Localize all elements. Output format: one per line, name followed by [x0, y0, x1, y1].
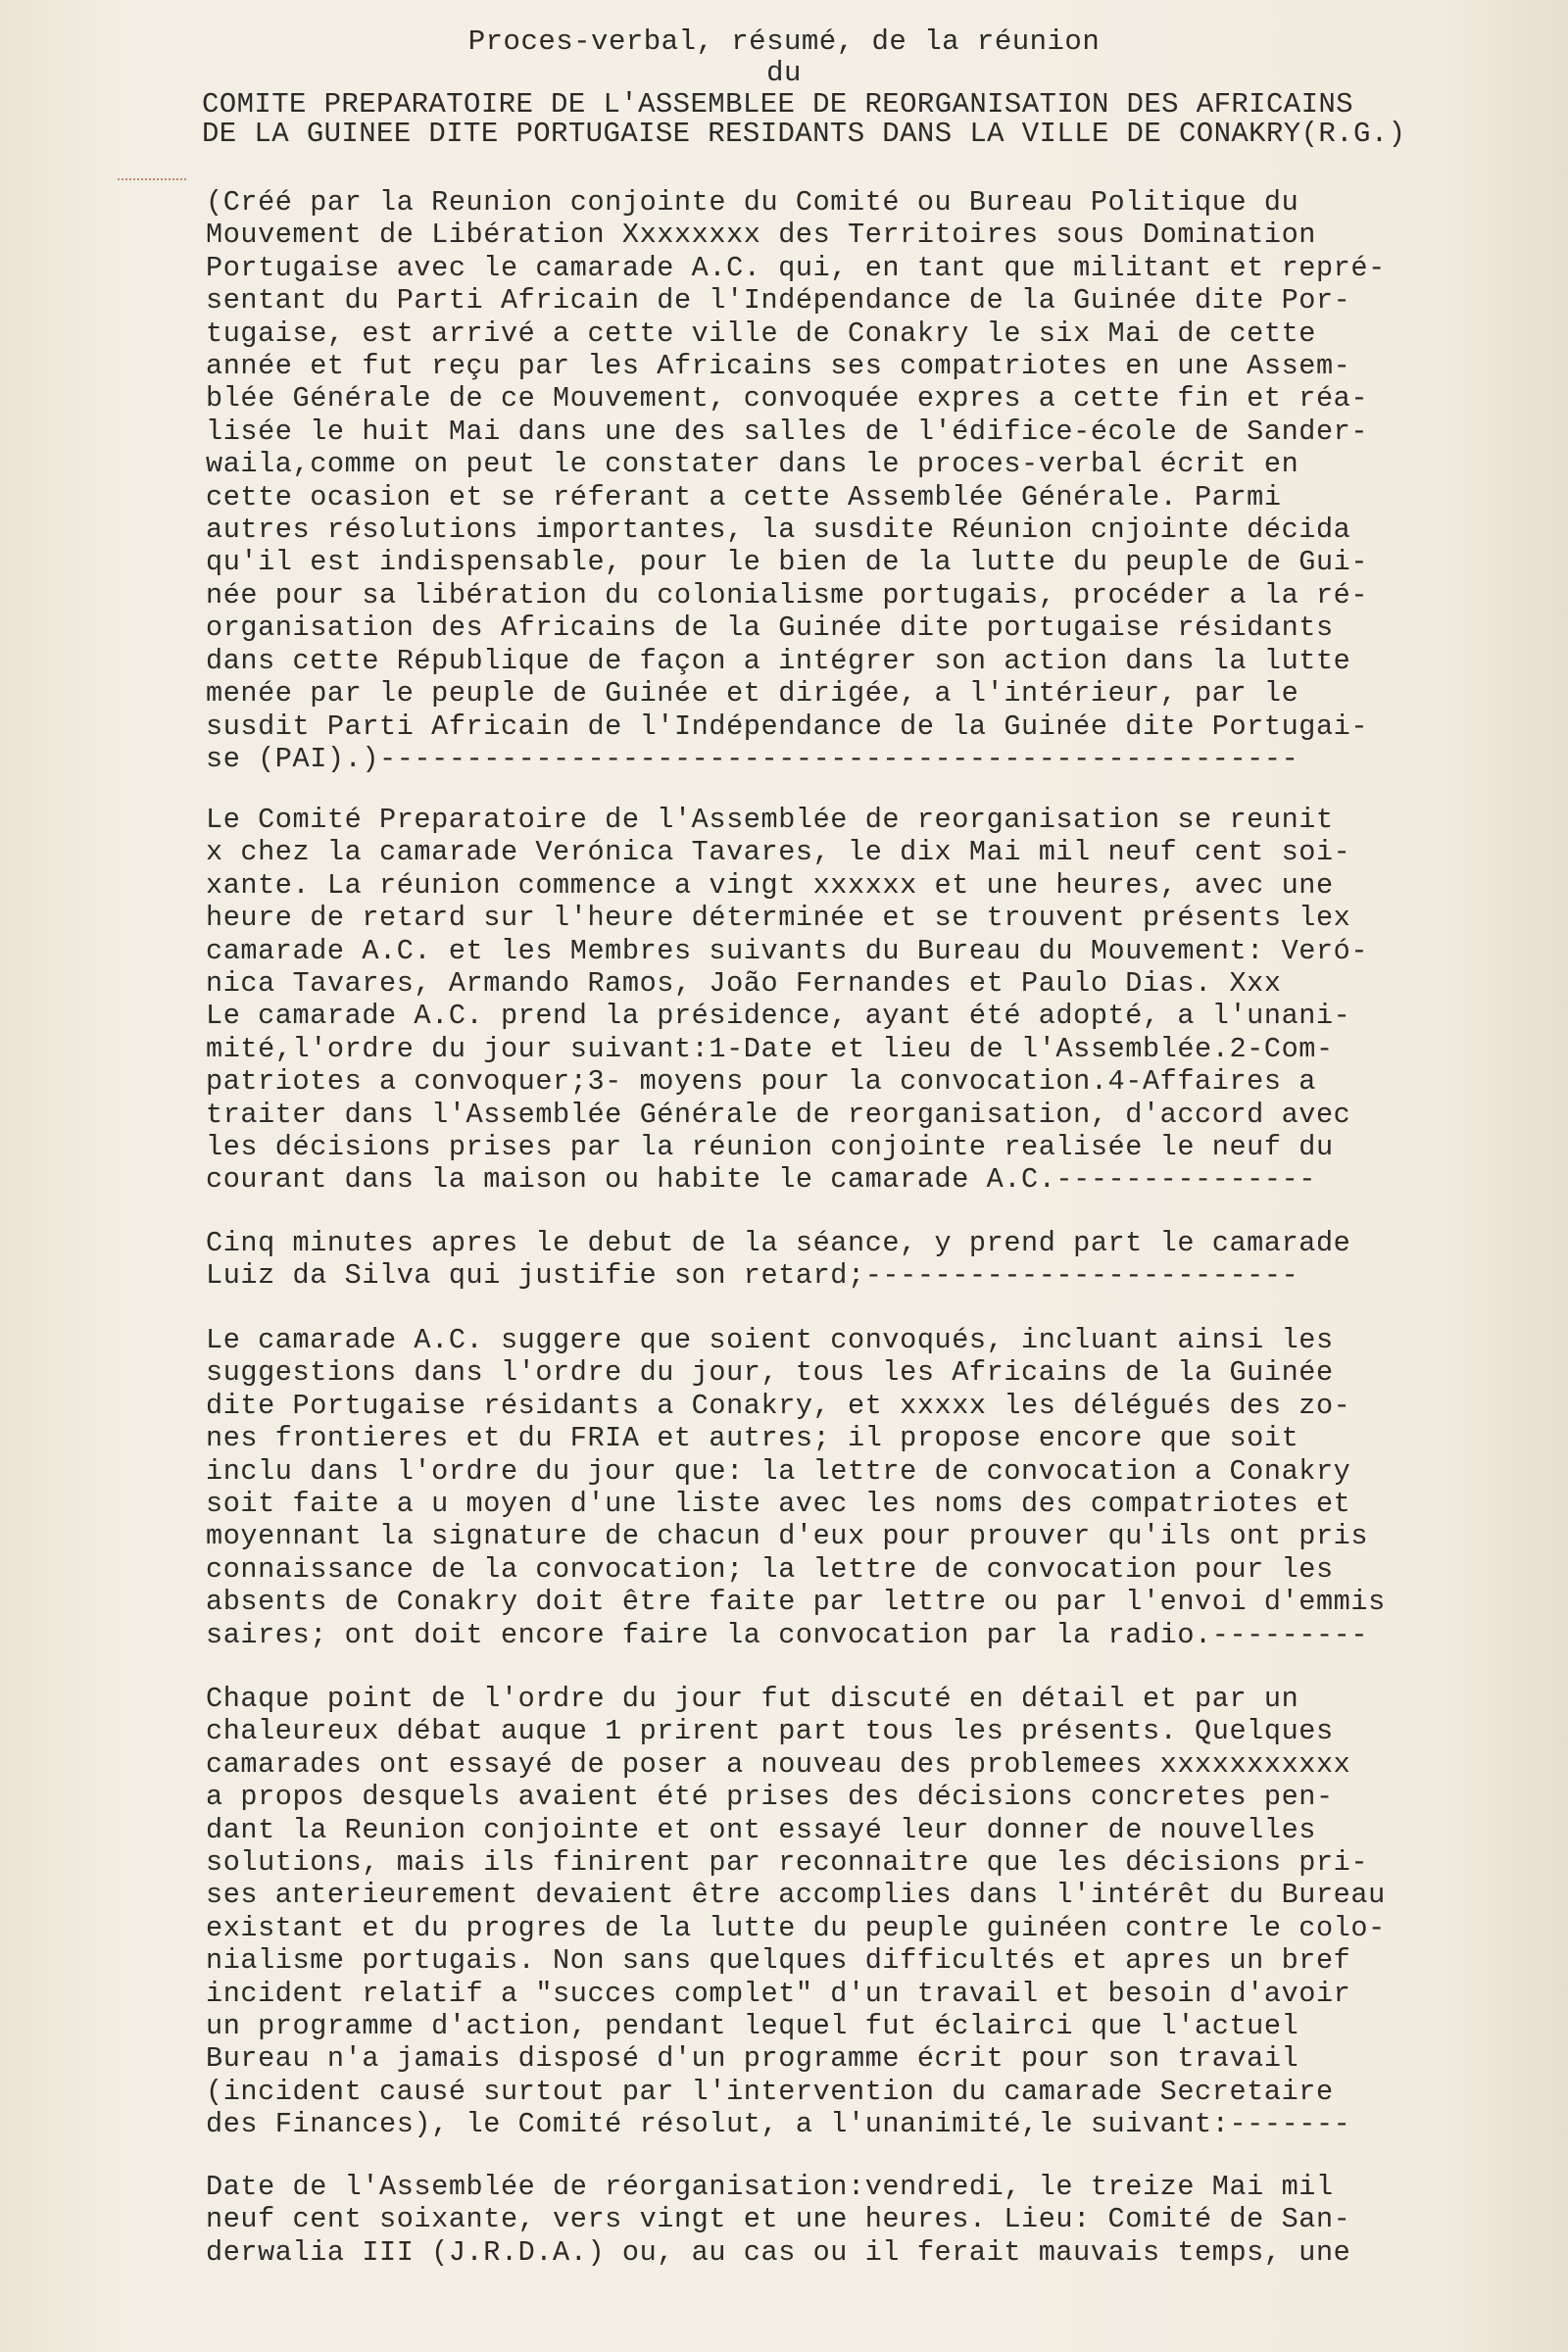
text-line: xante. La réunion commence a vingt xxxxxx et une heures, avec une: [206, 868, 1334, 902]
text-line: tugaise, est arrivé a cette ville de Conakry le six Mai de cette: [206, 317, 1316, 350]
text-line: camarades ont essayé de poser a nouveau des problemees xxxxxxxxxxx: [206, 1747, 1351, 1781]
text-line: Cinq minutes apres le debut de la séance, y prend part le camarade: [206, 1227, 1351, 1259]
text-line: ses anterieurement devaient être accomplies dans l'intérêt du Bureau: [206, 1879, 1386, 1912]
text-line: nes frontieres et du FRIA et autres; il propose encore que soit: [206, 1422, 1299, 1455]
text-line: Bureau n'a jamais disposé d'un programme écrit pour son travail: [206, 2042, 1299, 2076]
text-line: un programme d'action, pendant lequel fut éclairci que l'actuel: [206, 2010, 1299, 2043]
text-line: lisée le huit Mai dans une des salles de l'édifice-école de Sander-: [206, 415, 1369, 448]
title-line-4: DE LA GUINEE DITE PORTUGAISE RESIDANTS DANS LA VILLE DE CONAKRY(R.G.): [202, 118, 1406, 150]
text-line: heure de retard sur l'heure déterminée et se trouvent présents lex: [206, 902, 1351, 935]
paragraph-3: [206, 1227, 1529, 1293]
text-line: saires; ont doit encore faire la convocation par la radio.---------: [206, 1618, 1369, 1651]
text-line: derwalia III (J.R.D.A.) ou, au cas ou il ferait mauvais temps, une: [206, 2235, 1351, 2269]
text-line: année et fut reçu par les Africains ses compatriotes en une Assem-: [206, 350, 1351, 383]
text-line: (Créé par la Reunion conjointe du Comité ou Bureau Politique du: [206, 186, 1299, 219]
text-line: incident relatif a "succes complet" d'un travail et besoin d'avoir: [206, 1977, 1351, 2010]
text-line: susdit Parti Africain de l'Indépendance de la Guinée dite Portugai-: [206, 710, 1369, 743]
text-line: qu'il est indispensable, pour le bien de la lutte du peuple de Gui-: [206, 546, 1369, 579]
text-line: existant et du progres de la lutte du peuple guinéen contre le colo-: [206, 1911, 1386, 1944]
text-line: née pour sa libération du colonialisme portugais, procéder a la ré-: [206, 578, 1369, 612]
text-line: Chaque point de l'ordre du jour fut discuté en détail et par un: [206, 1683, 1299, 1715]
text-line: (incident causé surtout par l'intervention du camarade Secretaire: [206, 2075, 1334, 2108]
text-line: organisation des Africains de la Guinée dite portugaise résidants: [206, 612, 1334, 645]
text-line: blée Générale de ce Mouvement, convoquée expres a cette fin et réa-: [206, 382, 1369, 416]
text-line: cette ocasion et se réferant a cette Assemblée Générale. Parmi: [206, 480, 1282, 514]
text-line: absents de Conakry doit être faite par lettre ou par l'envoi d'emmis: [206, 1586, 1386, 1619]
text-line: courant dans la maison ou habite le camarade A.C.---------------: [206, 1163, 1316, 1197]
text-line: neuf cent soixante, vers vingt et une heures. Lieu: Comité de San-: [206, 2203, 1351, 2236]
text-line: autres résolutions importantes, la susdite Réunion cnjointe décida: [206, 514, 1351, 547]
text-line: patriotes a convoquer;3- moyens pour la convocation.4-Affaires a: [206, 1065, 1316, 1099]
text-line: dant la Reunion conjointe et ont essayé leur donner de nouvelles: [206, 1813, 1316, 1846]
text-line: traiter dans l'Assemblée Générale de reorganisation, d'accord avec: [206, 1098, 1351, 1131]
text-line: solutions, mais ils finirent par reconnaitre que les décisions pri-: [206, 1846, 1369, 1880]
text-line: Date de l'Assemblée de réorganisation:vendredi, le treize Mai mil: [206, 2171, 1334, 2203]
text-line: Le camarade A.C. prend la présidence, ayant été adopté, a l'unani-: [206, 1000, 1351, 1033]
paragraph-4: [206, 1324, 1529, 1651]
title-line-2: du: [766, 57, 802, 89]
text-line: Le Comité Preparatoire de l'Assemblée de reorganisation se reunit: [206, 804, 1334, 836]
text-line: Luiz da Silva qui justifie son retard;-------------------------: [206, 1259, 1299, 1293]
text-line: des Finances), le Comité résolut, a l'unanimité,le suivant:-------: [206, 2108, 1351, 2141]
text-line: suggestions dans l'ordre du jour, tous les Africains de la Guinée: [206, 1356, 1334, 1390]
text-line: camarade A.C. et les Membres suivants du Bureau du Mouvement: Veró-: [206, 934, 1369, 967]
text-line: se (PAI).)-----------------------------------------------------: [206, 742, 1299, 775]
text-line: connaissance de la convocation; la lettre de convocation pour les: [206, 1552, 1334, 1586]
margin-mark: [118, 178, 186, 184]
text-line: Le camarade A.C. suggere que soient convoqués, incluant ainsi les: [206, 1324, 1334, 1356]
text-line: Mouvement de Libération Xxxxxxxx des Territoires sous Domination: [206, 219, 1316, 252]
text-line: sentant du Parti Africain de l'Indépendance de la Guinée dite Por-: [206, 284, 1351, 318]
paragraph-5: [206, 1683, 1529, 2141]
title-line-1: Proces-verbal, résumé, de la réunion: [467, 25, 1101, 58]
text-line: dite Portugaise résidants a Conakry, et xxxxx les délégués des zo-: [206, 1389, 1351, 1422]
text-line: waila,comme on peut le constater dans le proces-verbal écrit en: [206, 448, 1299, 481]
text-line: menée par le peuple de Guinée et dirigée, a l'intérieur, par le: [206, 677, 1299, 710]
text-line: dans cette République de façon a intégrer son action dans la lutte: [206, 644, 1351, 677]
text-line: x chez la camarade Verónica Tavares, le dix Mai mil neuf cent soi-: [206, 836, 1351, 869]
text-line: soit faite a u moyen d'une liste avec les noms des compatriotes et: [206, 1488, 1351, 1521]
text-line: nialisme portugais. Non sans quelques difficultés et apres un bref: [206, 1944, 1351, 1978]
title-line-3: COMITE PREPARATOIRE DE L'ASSEMBLEE DE REORGANISATION DES AFRICAINS: [202, 88, 1353, 121]
text-line: les décisions prises par la réunion conjointe realisée le neuf du: [206, 1131, 1334, 1164]
text-line: mité,l'ordre du jour suivant:1-Date et lieu de l'Assemblée.2-Com-: [206, 1032, 1334, 1065]
text-line: inclu dans l'ordre du jour que: la lettre de convocation a Conakry: [206, 1454, 1351, 1488]
text-line: moyennant la signature de chacun d'eux pour prouver qu'ils ont pris: [206, 1520, 1369, 1553]
paragraph-1: [206, 186, 1529, 775]
text-line: nica Tavares, Armando Ramos, João Fernandes et Paulo Dias. Xxx: [206, 967, 1282, 1001]
text-line: Portugaise avec le camarade A.C. qui, en tant que militant et repré-: [206, 251, 1386, 284]
text-line: chaleureux débat auque 1 prirent part tous les présents. Quelques: [206, 1715, 1334, 1748]
paragraph-6: [206, 2171, 1529, 2269]
text-line: a propos desquels avaient été prises des décisions concretes pen-: [206, 1781, 1334, 1814]
paragraph-2: [206, 804, 1529, 1197]
